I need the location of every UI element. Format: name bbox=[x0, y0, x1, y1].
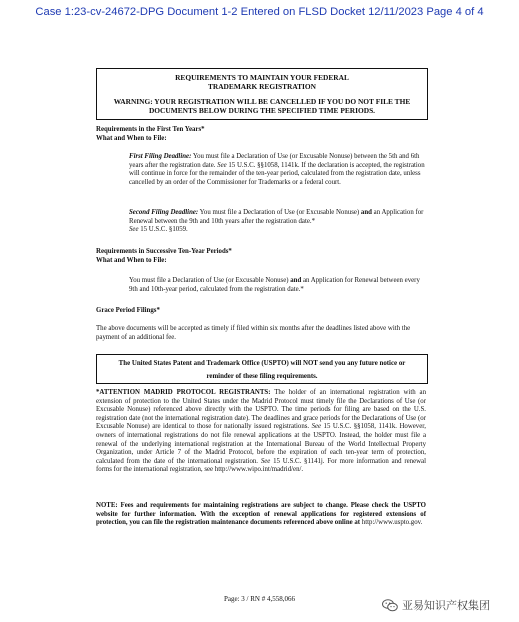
madrid-label: *ATTENTION MADRID PROTOCOL REGISTRANTS: bbox=[96, 389, 271, 396]
madrid-text-3: 15 U.S.C. §1141j. For more information and renewal forms for the international registration, see http://www.wipo.int/madrid/en/. bbox=[96, 457, 426, 474]
heading-first-ten-years: Requirements in the First Ten Years* bbox=[96, 126, 205, 133]
watermark-text: 亚易知识产权集团 bbox=[402, 599, 490, 612]
see-cite: See bbox=[260, 457, 271, 465]
successive-text-2: an Application for Renewal between every 9th and 10th-year period, calculated from the registration date.* bbox=[129, 277, 420, 293]
successive-paragraph bbox=[129, 277, 426, 294]
warning-line-2: DOCUMENTS BELOW DURING THE SPECIFIED TIME PERIODS. bbox=[148, 106, 376, 115]
warning-line-1: WARNING: YOUR REGISTRATION WILL BE CANCELLED IF YOU DO NOT FILE THE bbox=[113, 97, 411, 106]
grace-period-text: The above documents will be accepted as timely if filed within six months after the deadlines listed above with the payment of an additional fee. bbox=[96, 325, 411, 341]
see-cite: See bbox=[217, 161, 227, 169]
first-filing-text: You must file a Declaration of Use (or Excusable Nonuse) between the 5th and 6th years after the registration date. bbox=[129, 153, 420, 169]
no-notice-text bbox=[97, 359, 427, 381]
wechat-icon bbox=[382, 599, 398, 612]
second-filing-paragraph bbox=[129, 209, 426, 235]
second-filing-text-2: an Application for Renewal between the 9th and 10th years after the registration date.* bbox=[129, 209, 424, 225]
no-notice-box bbox=[96, 354, 428, 384]
section-heading-first-ten-years bbox=[96, 126, 205, 143]
heading-what-when: What and When to File: bbox=[96, 134, 167, 142]
section-heading-successive bbox=[96, 248, 232, 265]
see-cite: See bbox=[129, 226, 139, 234]
and-emphasis: and bbox=[360, 209, 372, 216]
madrid-text-2: 15 U.S.C. §§1058, 1141k. However, owners of international registrations do not file renewal applications at the USPTO. Instead, the holder must file a renewal of the underlying international registration at the International Bureau of the World Intellectual Property Organization, under Article 7 of the Madrid Protocol, before the expiration of each ten-year term of protection, calculated from the date of the international registration. bbox=[96, 423, 426, 465]
title-line-2: TRADEMARK REGISTRATION bbox=[207, 82, 317, 91]
court-header: Case 1:23-cv-24672-DPG Document 1-2 Entered on FLSD Docket 12/11/2023 Page 4 of 4 bbox=[35, 6, 484, 18]
heading-successive: Requirements in Successive Ten-Year Periods* bbox=[96, 248, 232, 255]
madrid-text: The holder of an international registration with an extension of protection to the United States under the Madrid Protocol must timely file the Declarations of Use (or Excusable Nonuse) referenced above directly with the USPTO. The time periods for filing are based on the U.S. registration date (not the international registration date). The deadlines and grace periods for the Declarations of Use (or Excusable Nonuse) are identical to those for nationally issued registrations. bbox=[96, 389, 427, 431]
second-filing-text-3: 15 U.S.C. §1059. bbox=[138, 226, 188, 234]
page-footer: Page: 3 / RN # 4,558,066 bbox=[224, 595, 295, 603]
title-line-1: REQUIREMENTS TO MAINTAIN YOUR FEDERAL bbox=[175, 73, 349, 82]
first-filing-text-2: 15 U.S.C. §§1058, 1141k. If the declaration is accepted, the registration will continue in force for the remainder of the ten-year period, calculated from the registration date, unless cancelled by an order of the Commissioner for Trademarks or a federal court. bbox=[129, 161, 425, 186]
successive-text: You must file a Declaration of Use (or Excusable Nonuse) bbox=[129, 277, 291, 284]
no-notice-line-2: reminder of these filing requirements. bbox=[206, 373, 318, 380]
first-filing-label: First Filing Deadline: bbox=[129, 153, 192, 160]
note-paragraph bbox=[96, 502, 426, 528]
and-emphasis: and bbox=[290, 277, 302, 284]
watermark bbox=[382, 597, 490, 613]
note-bold-text: NOTE: Fees and requirements for maintaining registrations are subject to change. Please check the USPTO website for further information. With the exception of renewal applications for registered extensions of protection, you can file the registration maintenance documents referenced above online at bbox=[96, 502, 426, 527]
grace-period-heading: Grace Period Filings* bbox=[96, 307, 160, 314]
warning-text bbox=[97, 97, 427, 115]
first-filing-paragraph bbox=[129, 153, 426, 187]
requirements-box bbox=[96, 68, 428, 120]
second-filing-text: You must file a Declaration of Use (or Excusable Nonuse) bbox=[198, 209, 361, 216]
uspto-link[interactable]: http://www.uspto.gov. bbox=[360, 519, 423, 527]
heading-what-when-2: What and When to File: bbox=[96, 256, 167, 264]
requirements-title bbox=[97, 73, 427, 91]
madrid-protocol-paragraph bbox=[96, 389, 426, 475]
no-notice-line-1: The United States Patent and Trademark Office (USPTO) will NOT send you any future notice or bbox=[118, 360, 406, 367]
see-cite: See bbox=[311, 423, 322, 431]
second-filing-label: Second Filing Deadline: bbox=[129, 209, 199, 216]
